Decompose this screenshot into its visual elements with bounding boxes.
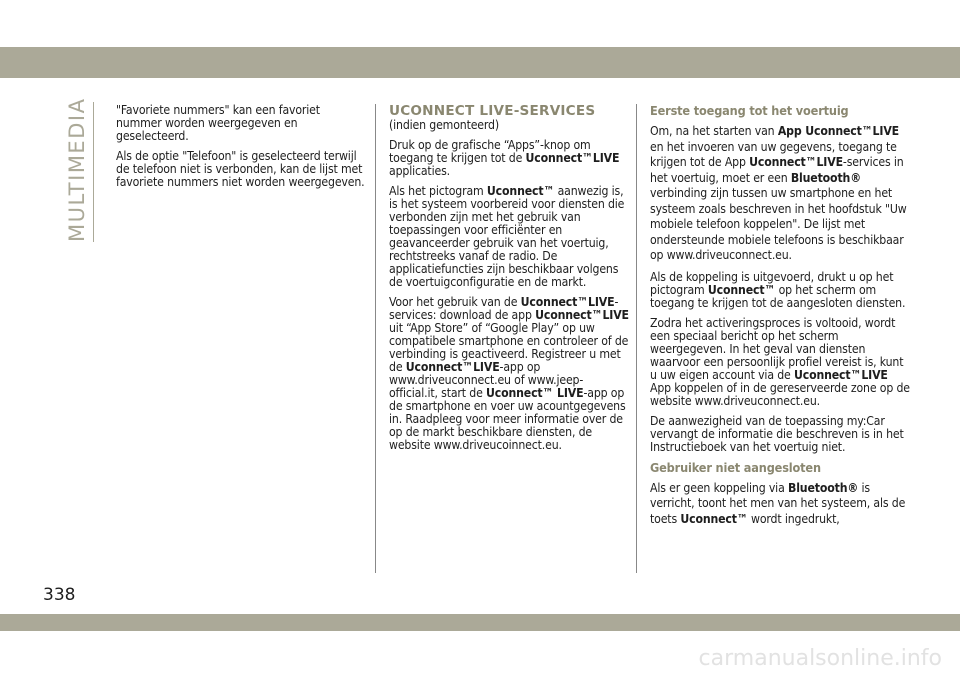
col2-paragraph-3: Voor het gebruik van de Uconnect™LIVE-services: download de app Uconnect™LIVE uit “App Store” of “Google Play” op uw compatibele smartphone en controleer of de verbinding is geactiveerd. Registreer u met de Uconnect™LIVE-app op www.driveuconnect.eu of www.jeep-official.it, start de Uconnect™ LIVE-app op de smartphone en voer uw acountgegevens in. Raadpleeg voor meer informatie over de op de markt beschikbare diensten, de website www.driveucoinnect.eu. bbox=[389, 295, 629, 452]
section-tab-label: MULTIMEDIA bbox=[65, 97, 89, 242]
col2-paragraph-1: Druk op de grafische “Apps”-knop om toegang te krijgen tot de Uconnect™LIVE applicaties. bbox=[389, 138, 620, 178]
watermark: carmanualsonline.info bbox=[698, 646, 942, 671]
subheading-not-connected: Gebruiker niet aangesloten bbox=[650, 459, 821, 475]
section-tab-divider bbox=[93, 102, 94, 242]
col3-paragraph-5: Als er geen koppeling via Bluetooth® is verricht, toont het men van het systeem, als de toets Uconnect™ wordt ingedrukt, bbox=[650, 480, 906, 526]
footer-band bbox=[0, 614, 960, 631]
column-3 bbox=[650, 104, 912, 534]
column-divider-1 bbox=[375, 104, 376, 573]
col3-paragraph-3: Zodra het activeringsproces is voltooid, wordt een speciaal bericht op het scherm weergegeven. In het geval van diensten waarvoor een persoonlijk profiel vereist is, kunt u uw eigen account via de Uconnect™LIVE App koppelen of in de gereserveerde zone op de website www.driveuconnect.eu. bbox=[650, 315, 910, 408]
col3-paragraph-4: De aanwezigheid van de toepassing my:Car vervangt de informatie die beschreven is in het Instructieboek van het voertuig niet. bbox=[650, 413, 904, 454]
section-subheading: (indien gemonteerd) bbox=[389, 118, 499, 132]
header-band bbox=[0, 47, 960, 78]
col3-paragraph-2: Als de koppeling is uitgevoerd, drukt u op het pictogram Uconnect™ op het scherm om toegang te krijgen tot de aangesloten diensten. bbox=[650, 269, 906, 310]
subheading-first-access: Eerste toegang tot het voertuig bbox=[650, 103, 849, 118]
col3-paragraph-1: Om, na het starten van App Uconnect™LIVE en het invoeren van uw gegevens, toegang te krijgen tot de App Uconnect™LIVE-services in het voertuig, moet er een Bluetooth® verbinding zijn tussen uw smartphone en het systeem zoals beschreven in het hoofdstuk "Uw mobiele telefoon koppelen". De lijst met ondersteunde mobiele telefoons is beschikbaar op www.driveuconnect.eu. bbox=[650, 124, 907, 262]
page-number: 338 bbox=[43, 585, 76, 605]
col1-paragraph-1: "Favoriete nummers" kan een favoriet nummer worden weergegeven en geselecteerd. bbox=[116, 103, 320, 143]
col1-paragraph-2: Als de optie "Telefoon" is geselecteerd terwijl de telefoon niet is verbonden, kan de lijst met favoriete nummers niet worden weergegeven. bbox=[116, 149, 365, 189]
column-2 bbox=[389, 104, 629, 459]
column-divider-2 bbox=[636, 104, 637, 573]
section-heading: UCONNECT LIVE-SERVICES bbox=[389, 103, 596, 119]
column-1 bbox=[116, 104, 368, 196]
col2-paragraph-2: Als het pictogram Uconnect™ aanwezig is, is het systeem voorbereid voor diensten die verbonden zijn met het gebruik van toepassingen voor efficiënter en geavanceerder gebruik van het voertuig, rechtstreeks vanaf de radio. De applicatiefuncties zijn beschikbaar volgens de voertuigconfiguratie en de markt. bbox=[389, 184, 625, 289]
section-tab bbox=[60, 97, 94, 242]
